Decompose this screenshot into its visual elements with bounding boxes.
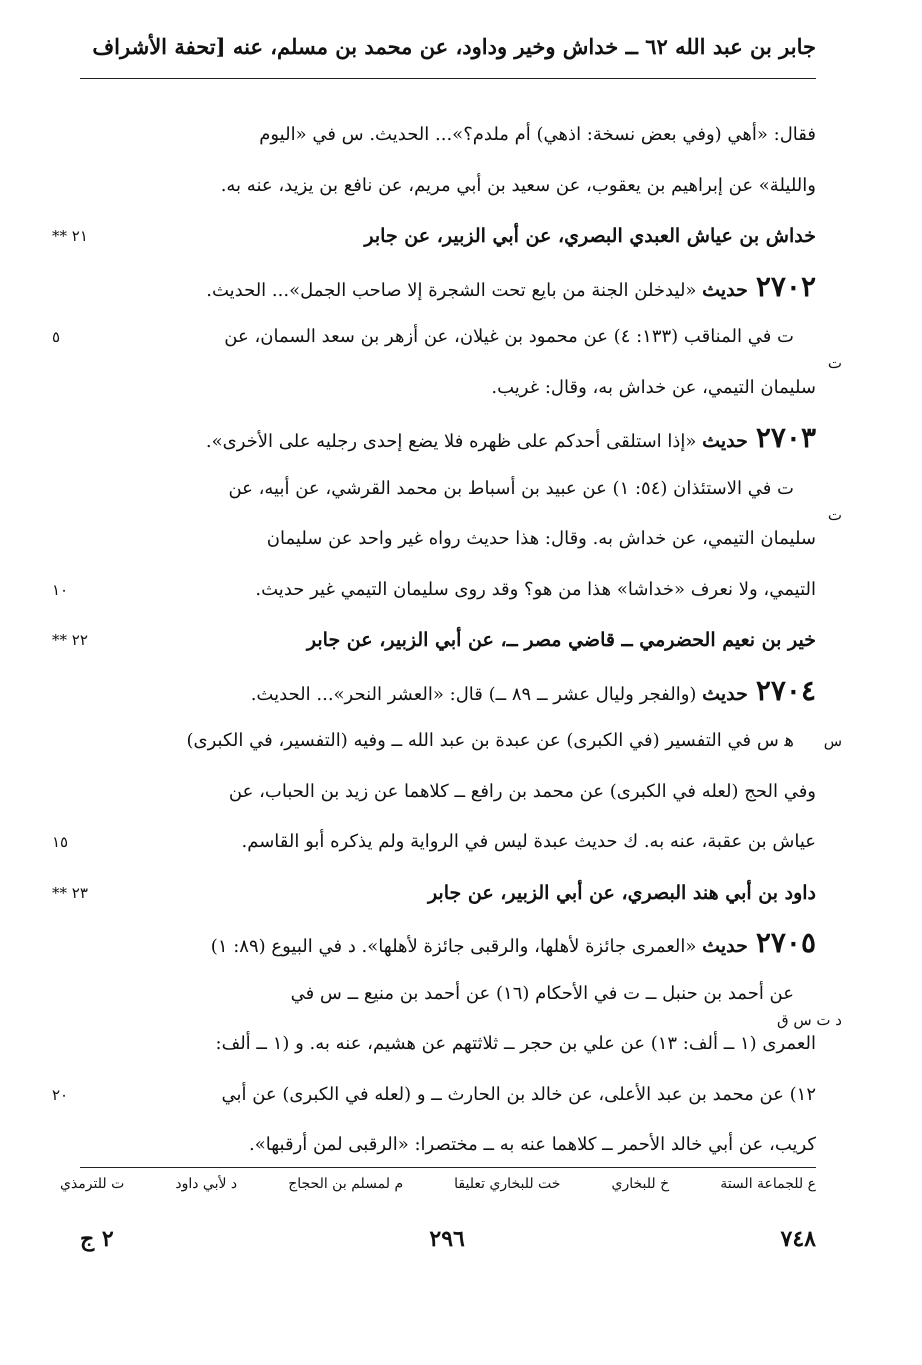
text-line: التيمي، ولا نعرف «خداشا» هذا من هو؟ وقد روى سليمان التيمي غير حديث. ١٠ bbox=[80, 565, 816, 616]
text-line: والليلة» عن إبراهيم بن يعقوب، عن سعيد بن أبي مريم، عن نافع بن يزيد، عنه به. bbox=[220, 174, 816, 196]
hadith-number: ٢٧٠٣ bbox=[755, 421, 816, 454]
hadith-line: ٢٧٠٥حديث «العمرى جائزة لأهلها، والرقبى جائزة لأهلها». د في البيوع (٨٩: ١) bbox=[210, 926, 816, 959]
legend-item: ع للجماعة الستة bbox=[720, 1176, 816, 1192]
page-body bbox=[52, 110, 842, 1171]
margin-number: ٥ bbox=[52, 328, 61, 346]
hadith-line: ٢٧٠٢حديث «ليدخلن الجنة من بايع تحت الشجرة إلا صاحب الجمل»... الحديث. bbox=[206, 269, 816, 303]
text-line: فقال: «أهي (وفي بعض نسخة: اذهي) أم ملدم؟»... الحديث. س في «اليوم bbox=[259, 124, 816, 145]
abbreviation-legend bbox=[60, 1176, 816, 1192]
running-header: جابر بن عبد الله ٦٢ ــ خداش وخير وداود، عن محمد بن مسلم، عنه [تحفة الأشراف bbox=[92, 34, 816, 59]
footer-rule bbox=[80, 1167, 816, 1168]
hadith-number: ٢٧٠٤ bbox=[755, 673, 816, 707]
volume-number: ٢ ج bbox=[80, 1226, 114, 1252]
text-line: ١٢) عن محمد بن عبد الأعلى، عن خالد بن الحارث ــ و (لعله في الكبرى) عن أبي ٢٠ bbox=[80, 1070, 816, 1121]
hadith-label: حديث bbox=[702, 430, 748, 452]
hadith-line: ٢٧٠٣حديث «إذا استلقى أحدكم على ظهره فلا يضع إحدى رجليه على الأخرى». bbox=[205, 421, 816, 454]
legend-item: د لأبي داود bbox=[175, 1176, 238, 1192]
text-line: عن أحمد بن حنبل ــ ت في الأحكام (١٦) عن أحمد بن منيع ــ س في د ت س ق bbox=[80, 969, 816, 1020]
footer-total-number: ٧٤٨ bbox=[780, 1226, 816, 1252]
text-line: سليمان التيمي، عن خداش به، وقال: غريب. bbox=[491, 376, 816, 398]
text-line: وفي الحج (لعله في الكبرى) عن محمد بن رافع ــ كلاهما عن زيد بن الحباب، عن bbox=[228, 780, 816, 802]
margin-number: ٢٣ ** bbox=[52, 883, 88, 902]
text-line: العمرى (١ ــ ألف: ١٣) عن علي بن حجر ــ ثلاثتهم عن هشيم، عنه به. و (١ ــ ألف: bbox=[215, 1033, 816, 1054]
source-code: ت bbox=[827, 505, 842, 524]
margin-number: ٢٠ bbox=[52, 1085, 69, 1104]
legend-item: خت للبخاري تعليقا bbox=[454, 1176, 561, 1192]
text-line: سليمان التيمي، عن خداش به. وقال: هذا حديث رواه غير واحد عن سليمان bbox=[266, 528, 816, 549]
text-line: ت في الاستئذان (٥٤: ١) عن عبيد بن أسباط بن محمد القرشي، عن أبيه، عن ت bbox=[80, 464, 816, 515]
text-line: كريب، عن أبي خالد الأحمر ــ كلاهما عنه به ــ مختصرا: «الرقبى لمن أرقبها». bbox=[249, 1134, 816, 1155]
hadith-label: حديث bbox=[702, 278, 748, 301]
hadith-label: حديث bbox=[702, 935, 748, 957]
source-code: ت bbox=[827, 354, 842, 372]
source-code: د ت س ق bbox=[776, 1010, 842, 1029]
legend-item: خ للبخاري bbox=[611, 1176, 670, 1192]
text-line: ت في المناقب (١٣٣: ٤) عن محمود بن غيلان، عن أزهر بن سعد السمان، عن ت ٥ bbox=[80, 312, 816, 363]
margin-number: ١٥ bbox=[52, 833, 69, 851]
text-line: عياش بن عقبة، عنه به. ك حديث عبدة ليس في الرواية ولم يذكره أبو القاسم. ١٥ bbox=[80, 817, 816, 868]
narrator-heading: خير بن نعيم الحضرمي ــ قاضي مصر ــ، عن أبي الزبير، عن جابر ٢٢ ** bbox=[80, 615, 816, 666]
page-number: ٢٩٦ bbox=[429, 1226, 465, 1252]
legend-item: م لمسلم بن الحجاج bbox=[288, 1176, 404, 1192]
header-rule bbox=[80, 78, 816, 79]
margin-number: ٢٢ ** bbox=[52, 631, 88, 649]
narrator-heading: داود بن أبي هند البصري، عن أبي الزبير، عن جابر ٢٣ ** bbox=[80, 868, 816, 919]
page-footer bbox=[80, 1226, 816, 1252]
hadith-number: ٢٧٠٥ bbox=[755, 926, 816, 959]
legend-item: ت للترمذي bbox=[60, 1176, 125, 1192]
source-code: س bbox=[823, 732, 842, 750]
narrator-heading: خداش بن عياش العبدي البصري، عن أبي الزبير، عن جابر ٢١ ** bbox=[80, 211, 816, 262]
margin-number: ١٠ bbox=[52, 580, 69, 599]
margin-number: ٢١ ** bbox=[52, 227, 88, 245]
hadith-number: ٢٧٠٢ bbox=[755, 269, 816, 303]
text-line: ﻫ س في التفسير (في الكبرى) عن عبدة بن عبد الله ــ وفيه (التفسير، في الكبرى) س bbox=[80, 716, 816, 767]
hadith-label: حديث bbox=[702, 682, 748, 705]
hadith-line: ٢٧٠٤حديث (والفجر وليال عشر ــ ٨٩ ــ) قال: «العشر النحر»... الحديث. bbox=[250, 673, 816, 707]
